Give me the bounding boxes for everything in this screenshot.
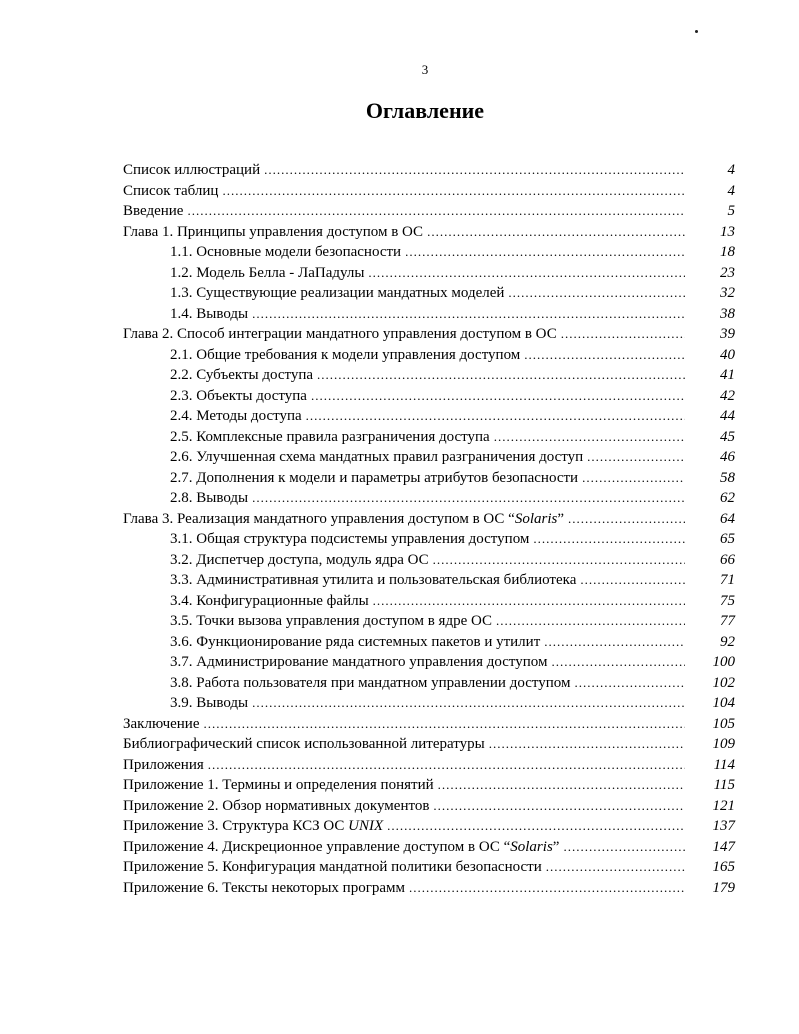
- toc-entry-title: [123, 693, 248, 714]
- toc-entry-page-number: 105: [712, 715, 735, 732]
- toc-entry-title-text: 3.3. Административная утилита и пользовательская библиотека: [170, 572, 577, 588]
- toc-entry[interactable]: [123, 222, 735, 243]
- toc-entry-title-italic: Solaris: [510, 838, 553, 855]
- scan-speck: [695, 30, 698, 33]
- toc-entry-page-number: 102: [712, 674, 735, 691]
- toc-entry[interactable]: [123, 263, 735, 284]
- toc-entry-page-number: 5: [727, 203, 735, 219]
- toc-entry-title-text: Глава 3. Реализация мандатного управления доступом в ОС “: [123, 510, 515, 527]
- dot-leader: [544, 632, 685, 653]
- toc-entry-page-number: 13: [720, 223, 735, 240]
- toc-entry-page-number: 18: [720, 244, 735, 260]
- dot-leader: [496, 611, 685, 632]
- toc-entry-title: [123, 201, 183, 222]
- toc-entry-title: [123, 468, 578, 489]
- toc-entry-page-number: 109: [712, 736, 735, 752]
- dot-leader: [438, 775, 685, 796]
- toc-entry-title-text: Приложения: [123, 756, 204, 773]
- toc-entry[interactable]: [123, 714, 735, 735]
- toc-entry-title: [123, 488, 248, 509]
- toc-entry-title-text: Список таблиц: [123, 182, 219, 199]
- toc-entry[interactable]: [123, 878, 735, 899]
- toc-entry-title-text: Приложение 3. Структура КСЗ ОС: [123, 818, 349, 834]
- toc-entry[interactable]: [123, 468, 735, 489]
- toc-entry-title: [123, 632, 540, 653]
- toc-entry[interactable]: [123, 304, 735, 325]
- toc-entry-title-text: 2.6. Улучшенная схема мандатных правил разграничения доступ: [170, 449, 584, 465]
- toc-entry-page-number: 65: [720, 531, 735, 547]
- toc-entry-title-text: 2.8. Выводы: [170, 490, 249, 506]
- toc-entry-title: [123, 406, 302, 427]
- toc-entry-title: [123, 878, 405, 899]
- toc-entry[interactable]: [123, 775, 735, 796]
- toc-entry-title-text: 2.3. Объекты доступа: [170, 387, 307, 404]
- dot-leader: [489, 734, 685, 755]
- toc-entry-title-text: Приложение 2. Обзор нормативных документов: [123, 797, 430, 814]
- toc-entry-title-italic: UNIX: [348, 818, 384, 834]
- toc-entry[interactable]: [123, 509, 735, 530]
- toc-entry[interactable]: [123, 345, 735, 366]
- dot-leader: [587, 447, 685, 468]
- dot-leader: [508, 283, 685, 304]
- toc-entry-title-text: 1.1. Основные модели безопасности: [170, 244, 402, 260]
- toc-entry-title-text: 3.7. Администрирование мандатного управления доступом: [170, 654, 548, 670]
- dot-leader: [561, 324, 685, 345]
- toc-entry-page-number: 114: [713, 756, 735, 773]
- toc-entry-title-text: Приложение 5. Конфигурация мандатной политики безопасности: [123, 859, 542, 875]
- toc-entry[interactable]: [123, 529, 735, 550]
- toc-entry-title: [123, 611, 492, 632]
- toc-entry-title-text: 3.1. Общая структура подсистемы управления доступом: [170, 531, 530, 547]
- toc-entry-title: [123, 550, 429, 571]
- toc-entry-title: [123, 857, 542, 878]
- toc-entry-title: [123, 427, 490, 448]
- toc-entry-page-number: 4: [727, 182, 735, 199]
- dot-leader: [204, 714, 686, 735]
- toc-entry-title-text: Глава 1. Принципы управления доступом в ОС: [123, 223, 424, 240]
- toc-entry[interactable]: [123, 857, 735, 878]
- toc-entry-page-number: 46: [720, 449, 735, 465]
- dot-leader: [574, 673, 685, 694]
- toc-entry[interactable]: [123, 427, 735, 448]
- dot-leader: [524, 345, 685, 366]
- toc-entry-page-number: 147: [712, 838, 735, 855]
- toc-entry-title: [123, 796, 429, 817]
- dot-leader: [187, 201, 685, 222]
- toc-entry[interactable]: [123, 755, 735, 776]
- dot-leader: [580, 570, 685, 591]
- toc-entry[interactable]: [123, 386, 735, 407]
- toc-entry[interactable]: [123, 816, 735, 837]
- dot-leader: [433, 550, 685, 571]
- toc-entry-title: [123, 386, 307, 407]
- toc-entry-title: [123, 734, 485, 755]
- toc-entry-title: [123, 775, 434, 796]
- toc-entry-title: [123, 837, 559, 858]
- toc-entry[interactable]: [123, 652, 735, 673]
- dot-leader: [208, 755, 685, 776]
- toc-entry-title-suffix: ”: [557, 510, 565, 527]
- toc-entry-page-number: 23: [720, 264, 735, 281]
- toc-entry[interactable]: [123, 181, 735, 202]
- toc-entry-title-italic: Solaris: [514, 510, 558, 527]
- toc-entry[interactable]: [123, 283, 735, 304]
- toc-entry-title-text: Библиографический список использованной литературы: [123, 736, 485, 752]
- toc-entry-page-number: 115: [713, 777, 735, 793]
- toc-entry-page-number: 62: [720, 490, 735, 506]
- dot-leader: [427, 222, 685, 243]
- toc-entry-title-text: 1.2. Модель Белла - ЛаПадулы: [170, 264, 365, 281]
- toc-entry-page-number: 165: [712, 859, 735, 875]
- toc-entry-title-text: Введение: [123, 203, 184, 219]
- toc-entry[interactable]: [123, 324, 735, 345]
- toc-entry-page-number: 39: [720, 326, 735, 342]
- toc-entry-title: [123, 529, 529, 550]
- toc-entry-title: [123, 673, 570, 694]
- dot-leader: [252, 488, 685, 509]
- toc-entry[interactable]: [123, 693, 735, 714]
- toc-entry-title-text: 3.9. Выводы: [170, 695, 249, 711]
- toc-entry-title-text: 2.2. Субъекты доступа: [170, 367, 314, 383]
- toc-entry[interactable]: [123, 673, 735, 694]
- toc-entry-title-text: Приложение 6. Тексты некоторых программ: [123, 879, 405, 896]
- toc-entry[interactable]: [123, 406, 735, 427]
- dot-leader: [252, 693, 685, 714]
- toc-entry-title: [123, 652, 547, 673]
- dot-leader: [409, 878, 685, 899]
- toc-entry[interactable]: [123, 611, 735, 632]
- toc-entry-page-number: 45: [720, 428, 735, 445]
- toc-entry[interactable]: [123, 488, 735, 509]
- dot-leader: [494, 427, 685, 448]
- toc-entry-title: [123, 714, 200, 735]
- toc-entry-title: [123, 755, 204, 776]
- dot-leader: [264, 160, 685, 181]
- toc-entry-title-text: Приложение 4. Дискреционное управление доступом в ОС “: [123, 838, 511, 855]
- toc-entry-title-text: 2.4. Методы доступа: [170, 408, 302, 424]
- toc-entry-page-number: 42: [720, 387, 735, 404]
- toc-entry-title: [123, 816, 383, 837]
- toc-entry-title: [123, 263, 364, 284]
- dot-leader: [568, 509, 685, 530]
- toc-entry-title-text: Приложение 1. Термины и определения понятий: [123, 777, 434, 793]
- dot-leader: [317, 365, 685, 386]
- toc-entry-title-text: 3.6. Функционирование ряда системных пакетов и утилит: [170, 633, 541, 650]
- toc-entry-page-number: 77: [720, 613, 735, 629]
- toc-entry-title-text: Заключение: [123, 715, 200, 732]
- toc-entry-title-suffix: ”: [552, 838, 560, 855]
- dot-leader: [222, 181, 685, 202]
- toc-entry[interactable]: [123, 242, 735, 263]
- toc-entry-page-number: 137: [712, 818, 735, 834]
- toc-entry-page-number: 75: [720, 592, 735, 609]
- toc-entry-page-number: 64: [720, 510, 735, 527]
- toc-entry-title: [123, 181, 218, 202]
- toc-entry-title-text: 2.1. Общие требования к модели управления доступом: [170, 346, 521, 363]
- toc-entry[interactable]: [123, 837, 735, 858]
- toc-entry-title: [123, 324, 557, 345]
- page-title: Оглавление: [365, 98, 485, 123]
- dot-leader: [387, 816, 685, 837]
- dot-leader: [582, 468, 685, 489]
- toc-entry[interactable]: [123, 734, 735, 755]
- page-number: 3: [421, 62, 429, 77]
- toc-entry-title: [123, 304, 248, 325]
- toc-entry-page-number: 44: [720, 408, 735, 424]
- dot-leader: [306, 406, 685, 427]
- toc-entry-page-number: 121: [712, 797, 735, 814]
- table-of-contents: [123, 160, 735, 898]
- toc-entry-title-text: 2.7. Дополнения к модели и параметры атрибутов безопасности: [170, 469, 579, 486]
- toc-entry[interactable]: [123, 796, 735, 817]
- dot-leader: [311, 386, 685, 407]
- toc-entry[interactable]: [123, 160, 735, 181]
- dot-leader: [433, 796, 685, 817]
- dot-leader: [533, 529, 685, 550]
- toc-entry-title-text: 1.4. Выводы: [170, 305, 249, 322]
- toc-entry-title-text: 3.4. Конфигурационные файлы: [170, 592, 369, 609]
- toc-entry-title-text: 3.2. Диспетчер доступа, модуль ядра ОС: [170, 551, 429, 568]
- toc-entry-page-number: 32: [720, 285, 735, 301]
- toc-entry-title-text: 2.5. Комплексные правила разграничения доступа: [170, 428, 490, 445]
- dot-leader: [252, 304, 685, 325]
- toc-entry[interactable]: [123, 570, 735, 591]
- dot-leader: [551, 652, 685, 673]
- toc-entry[interactable]: [123, 632, 735, 653]
- toc-entry[interactable]: [123, 447, 735, 468]
- toc-entry-title: [123, 160, 260, 181]
- toc-entry[interactable]: [123, 201, 735, 222]
- toc-entry-title: [123, 570, 576, 591]
- toc-entry-title: [123, 242, 401, 263]
- toc-entry-title-text: 3.5. Точки вызова управления доступом в ядре ОС: [170, 613, 493, 629]
- toc-entry-title-text: 3.8. Работа пользователя при мандатном управлении доступом: [170, 674, 571, 691]
- toc-entry-title: [123, 591, 369, 612]
- toc-entry-title: [123, 509, 564, 530]
- toc-entry-page-number: 92: [720, 633, 735, 650]
- toc-entry-title: [123, 283, 504, 304]
- toc-entry[interactable]: [123, 591, 735, 612]
- toc-entry-title-text: 1.3. Существующие реализации мандатных моделей: [170, 285, 505, 301]
- toc-entry-page-number: 4: [727, 162, 735, 178]
- toc-entry-page-number: 104: [712, 695, 735, 711]
- dot-leader: [546, 857, 685, 878]
- dot-leader: [373, 591, 685, 612]
- toc-entry-title-text: Список иллюстраций: [123, 162, 261, 178]
- toc-entry-title: [123, 345, 520, 366]
- toc-entry-page-number: 40: [720, 346, 735, 363]
- toc-entry-page-number: 71: [720, 572, 735, 588]
- toc-entry-page-number: 100: [712, 654, 735, 670]
- dot-leader: [563, 837, 685, 858]
- toc-entry-page-number: 38: [720, 305, 735, 322]
- dot-leader: [405, 242, 685, 263]
- toc-entry-page-number: 58: [720, 469, 735, 486]
- toc-entry[interactable]: [123, 365, 735, 386]
- toc-entry-page-number: 41: [720, 367, 735, 383]
- toc-entry-title-text: Глава 2. Способ интеграции мандатного управления доступом в ОС: [123, 326, 557, 342]
- toc-entry-title: [123, 365, 313, 386]
- dot-leader: [368, 263, 685, 284]
- toc-entry-title: [123, 447, 583, 468]
- toc-entry[interactable]: [123, 550, 735, 571]
- toc-entry-title: [123, 222, 423, 243]
- toc-entry-page-number: 179: [712, 879, 735, 896]
- toc-entry-page-number: 66: [720, 551, 735, 568]
